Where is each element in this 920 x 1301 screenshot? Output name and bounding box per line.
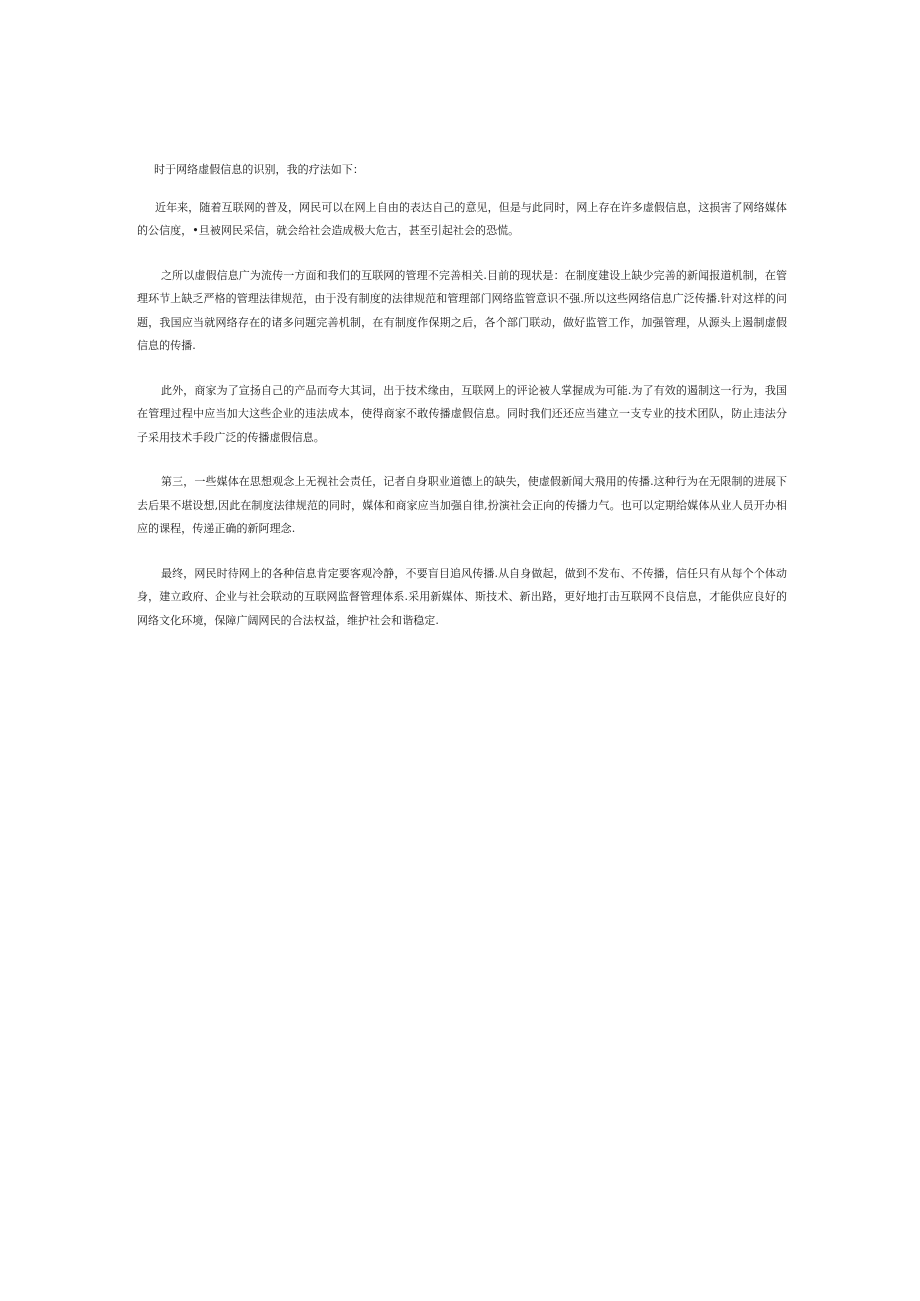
intro-line: 时于网络虚假信息的识别，我的疗法如下：	[154, 163, 364, 176]
paragraph-3: 此外，商家为了宣扬自己的产品而夸大其词，出于技术缘由，互联网上的评论被人掌握成为可能.为了有效的遏制这一行为，我国在管理过程中应当加大这些企业的违法成本，使得商家不敢传播虚假信息。同时我们还还应当建立一支专业的技术团队，防止违法分子采用技术手段广泛的传播虚假信息。	[137, 383, 787, 444]
paragraph-5: 最终，网民时待网上的各种信息肯定要客观冷静，不要盲目追风传播.从自身做起，做到不发布、不传播，信任只有从每个个体动身，建立政府、企业与社会联动的互联网监督管理体系.采用新媒体、斯技术、新出路，更好地打击互联网不良信息，才能供应良好的网络文化环境，保障广阔网民的合法权益，维护社会和谐稳定.	[137, 566, 787, 627]
paragraph-2: 之所以虚假信息广为流传一方面和我们的互联网的管理不完善相关.目前的现状是：在制度建设上缺少完善的新闻报道机制，在管理环节上缺乏严格的管理法律规范，由于没有制度的法律规范和管理部门网络监管意识不强.所以这些网络信息广泛传播.针对这样的问题，我国应当就网络存在的诸多问题完善机制，在有制度作保期之后，各个部门联动，做好监管工作，加强管理，从源头上遏制虚假信息的传播.	[137, 268, 787, 352]
document-body	[137, 158, 787, 653]
paragraph-4: 第三，一些媒体在思想观念上无视社会责任，记者自身职业道德上的缺失，使虚假新闻大飛用的传播.这种行为在无限制的进展下去后果不堪设想,因此在制度法律规范的同时，媒体和商家应当加强自律,扮演社会正向的传播力气。也可以定期给媒体从业人员开办相应的课程，传递正确的新阿理念.	[137, 475, 787, 535]
paragraph-1: 近年来，随着互联网的普及，网民可以在网上自由的表达自己的意见，但是与此同时，网上存在许多虚假信息，这损害了网络媒体的公信度，•旦被网民采信，就会给社会造成极大危古，甚至引起社会的恐慌。	[137, 200, 787, 237]
